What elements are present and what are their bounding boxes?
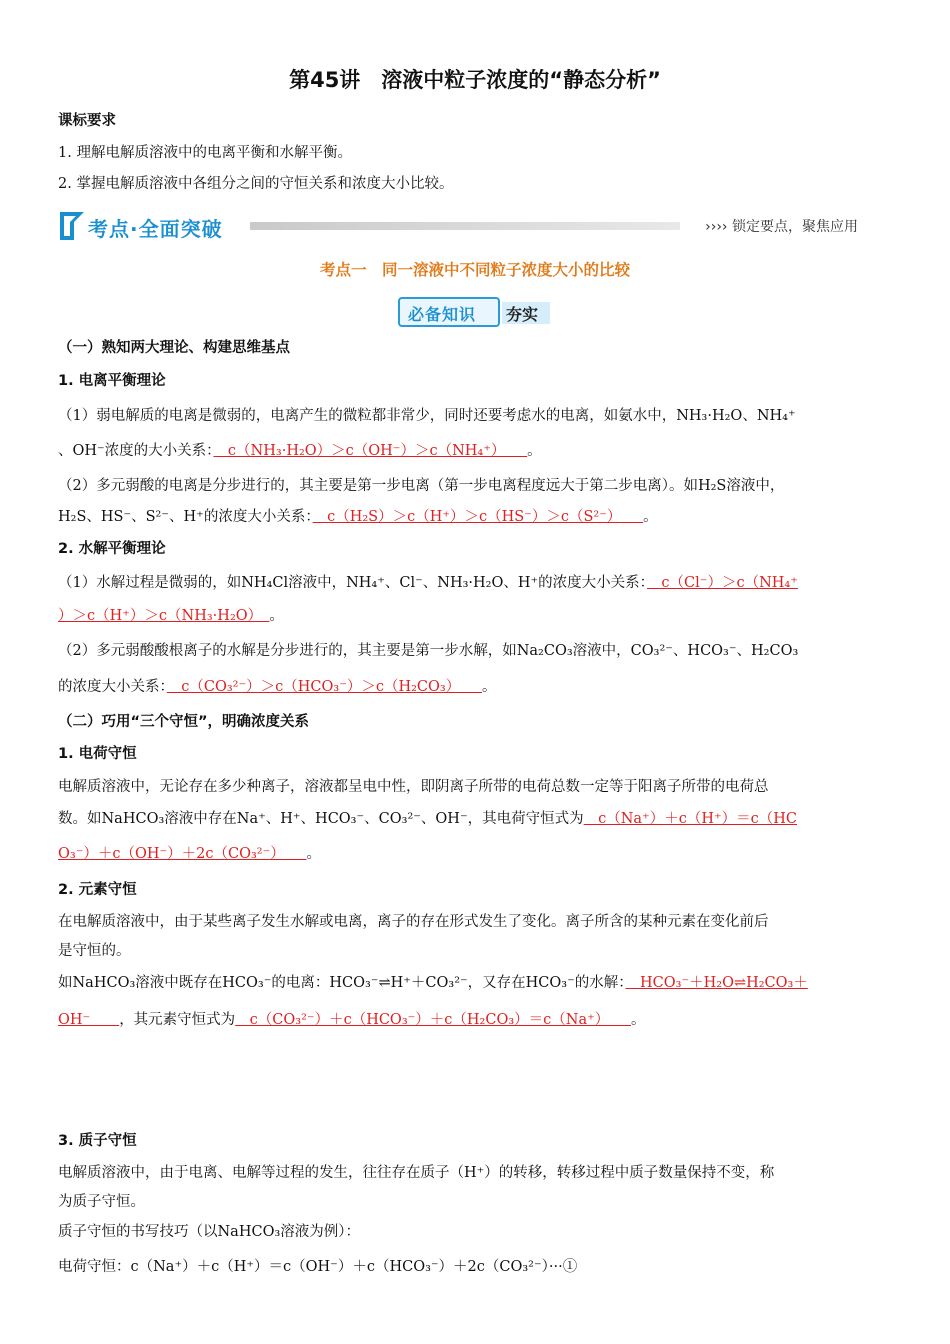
answer-blank: c（CO₃²⁻）＋c（HCO₃⁻）＋c（H₂CO₃）＝c（Na⁺）	[235, 1012, 632, 1028]
answer-blank: O₃⁻）＋c（OH⁻）＋2c（CO₃²⁻）	[58, 846, 307, 862]
text: （1）水解过程是微弱的，如NH₄Cl溶液中，NH₄⁺、Cl⁻、NH₃·H₂O、H⁺的浓度大小关系：	[58, 575, 647, 591]
page-title: 第45讲 溶液中粒子浓度的“静态分析”	[289, 68, 661, 92]
paragraph-line	[58, 506, 898, 528]
answer-blank: HCO₃⁻＋H₂O⇌H₂CO₃＋	[625, 975, 808, 991]
banner-title: 考点·全面突破	[88, 217, 223, 241]
paragraph-line: 质子守恒的书写技巧（以NaHCO₃溶液为例）：	[58, 1224, 361, 1240]
knowledge-badge	[398, 297, 552, 327]
paragraph-line: 为质子守恒。	[58, 1194, 145, 1210]
paragraph-line: （1）弱电解质的电离是微弱的，电离产生的微粒都非常少，同时还要考虑水的电离，如氨水中，NH₃·H₂O、NH₄⁺	[58, 408, 796, 424]
knowledge-badge-suffix: 夯实	[506, 305, 539, 324]
text: 。	[306, 846, 322, 862]
section-heading: （一）熟知两大理论、构建思维基点	[58, 340, 290, 356]
subsection-heading: 1. 电荷守恒	[58, 746, 137, 762]
subsection-heading: 1. 电离平衡理论	[58, 373, 166, 389]
requirements-heading: 课标要求	[58, 113, 116, 129]
text: 。	[481, 679, 497, 695]
subsection-heading: 3. 质子守恒	[58, 1133, 137, 1149]
banner-divider	[250, 222, 680, 230]
text: H₂S、HS⁻、S²⁻、H⁺的浓度大小关系：	[58, 509, 313, 525]
paragraph-line	[58, 676, 898, 698]
paragraph-line: 电解质溶液中，由于电离、电解等过程的发生，往往存在质子（H⁺）的转移，转移过程中质子数量保持不变，称	[58, 1165, 775, 1181]
text: 。	[643, 509, 658, 525]
answer-blank: c（H₂S）＞c（H⁺）＞c（HS⁻）＞c（S²⁻）	[312, 509, 644, 525]
topic-heading: 考点一 同一溶液中不同粒子浓度大小的比较	[319, 261, 630, 279]
paragraph-line	[58, 1009, 898, 1031]
paragraph-line	[58, 440, 898, 462]
text: 。	[527, 443, 542, 459]
requirement-item: 1. 理解电解质溶液中的电离平衡和水解平衡。	[58, 145, 352, 161]
text: ，其元素守恒式为	[119, 1012, 236, 1028]
paragraph-line: 电荷守恒：c（Na⁺）＋c（H⁺）＝c（OH⁻）＋c（HCO₃⁻）＋2c（CO₃²⁻）···①	[58, 1259, 578, 1275]
text: 。	[269, 608, 284, 624]
text: 、OH⁻浓度的大小关系：	[58, 443, 214, 459]
paragraph-line	[58, 972, 898, 994]
answer-blank: ）＞c（H⁺）＞c（NH₃·H₂O）	[58, 608, 270, 624]
knowledge-badge-label: 必备知识	[408, 305, 477, 324]
knowledge-badge-left	[398, 297, 500, 327]
paragraph-line: （2）多元弱酸酸根离子的水解是分步进行的，其主要是第一步水解，如Na₂CO₃溶液中，CO₃²⁻、HCO₃⁻、H₂CO₃	[58, 643, 799, 659]
answer-blank: c（Cl⁻）＞c（NH₄⁺	[646, 575, 798, 591]
section-banner	[58, 210, 858, 244]
text: 数。如NaHCO₃溶液中存在Na⁺、H⁺、HCO₃⁻、CO₃²⁻、OH⁻，其电荷守恒式为	[58, 811, 584, 827]
paragraph-line: 是守恒的。	[58, 943, 131, 959]
answer-blank: c（Na⁺）＋c（H⁺）＝c（HC	[583, 811, 797, 827]
paragraph-line	[58, 605, 898, 627]
banner-corner-icon	[58, 210, 88, 244]
banner-emblem	[58, 210, 248, 242]
subsection-heading: 2. 水解平衡理论	[58, 541, 166, 557]
subsection-heading: 2. 元素守恒	[58, 882, 137, 898]
paragraph-line	[58, 843, 898, 865]
answer-blank: c（CO₃²⁻）＞c（HCO₃⁻）＞c（H₂CO₃）	[166, 679, 482, 695]
paragraph-line: 在电解质溶液中，由于某些离子发生水解或电离，离子的存在形式发生了变化。离子所含的某种元素在变化前后	[58, 914, 769, 930]
text: 。	[631, 1012, 646, 1028]
paragraph-line	[58, 572, 898, 594]
banner-subtitle: ›››› 锁定要点，聚焦应用	[705, 219, 858, 235]
paragraph-line: 电解质溶液中，无论存在多少种离子，溶液都呈电中性，即阴离子所带的电荷总数一定等于阳离子所带的电荷总	[58, 779, 769, 795]
paragraph-line	[58, 808, 898, 830]
knowledge-badge-right	[502, 302, 550, 324]
answer-blank: c（NH₃·H₂O）＞c（OH⁻）＞c（NH₄⁺）	[213, 443, 528, 459]
answer-blank: OH⁻	[58, 1012, 120, 1028]
requirement-item: 2. 掌握电解质溶液中各组分之间的守恒关系和浓度大小比较。	[58, 176, 454, 192]
text: 的浓度大小关系：	[58, 679, 167, 695]
paragraph-line: （2）多元弱酸的电离是分步进行的，其主要是第一步电离（第一步电离程度远大于第二步电离）。如H₂S溶液中，	[58, 478, 785, 494]
section-heading: （二）巧用“三个守恒”，明确浓度关系	[58, 714, 310, 730]
text: 如NaHCO₃溶液中既存在HCO₃⁻的电离：HCO₃⁻⇌H⁺＋CO₃²⁻，又存在HCO₃⁻的水解：	[58, 975, 626, 991]
